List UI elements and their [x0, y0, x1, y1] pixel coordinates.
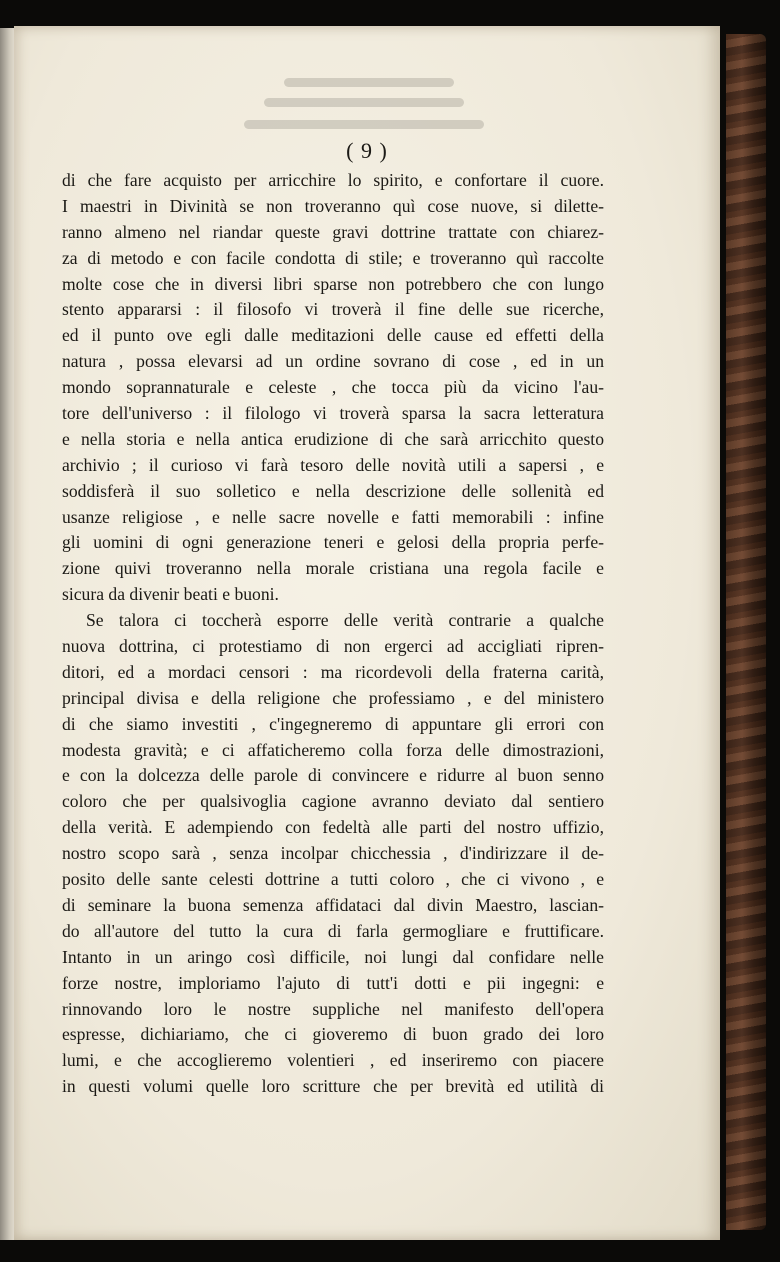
text-line: di seminare la buona semenza affidataci dal divin Maestro, lascian- — [62, 894, 604, 915]
text-line: e nella storia e nella antica erudizione di che sarà arricchito questo — [62, 428, 604, 449]
text-line: rinnovando loro le nostre suppliche nel manifesto dell'opera — [62, 998, 604, 1019]
text-line: natura , possa elevarsi ad un ordine sovrano di cose , ed in un — [62, 351, 604, 372]
text-line: molte cose che in diversi libri sparse non potrebbero che con lungo — [62, 273, 604, 294]
page-number: ( 9 ) — [346, 138, 388, 163]
text-line: stento appararsi : il filosofo vi troverà il fine delle sue ricerche, — [62, 299, 604, 320]
text-line: ranno almeno nel riandar queste gravi dottrine trattate con chiarez- — [62, 221, 604, 242]
text-line: Intanto in un aringo così difficile, noi lungi dal confidare nelle — [62, 946, 604, 967]
text-line: nostro scopo sarà , senza incolpar chicchessia , d'indirizzare il de- — [62, 843, 604, 864]
text-line: espresse, dichiariamo, che ci gioveremo di buon grado dei loro — [62, 1024, 604, 1045]
text-line: zione quivi troveranno nella morale cristiana una regola facile e — [62, 558, 604, 579]
text-line: in questi volumi quelle loro scritture che per brevità ed utilità di — [62, 1076, 604, 1097]
text-line: Se talora ci toccherà esporre delle verità contrarie a qualche — [86, 610, 604, 631]
text-line: di che fare acquisto per arricchire lo spirito, e confortare il cuore. — [62, 170, 604, 190]
text-line: posito delle sante celesti dottrine a tutti coloro , che ci vivono , e — [62, 869, 604, 890]
text-line: nuova dottrina, ci protestiamo di non ergerci ad accigliati ripren- — [62, 636, 604, 657]
text-line: mondo soprannaturale e celeste , che tocca più da vicino l'au- — [62, 377, 604, 398]
text-line: e con la dolcezza delle parole di convincere e ridurre al buon senno — [62, 765, 604, 786]
paragraph — [62, 168, 604, 608]
text-line: lumi, e che accoglieremo volentieri , ed inseriremo con piacere — [62, 1050, 604, 1071]
text-line: principal divisa e della religione che professiamo , e del ministero — [62, 687, 604, 708]
text-line: tore dell'universo : il filologo vi troverà sparsa la sacra letteratura — [62, 403, 604, 424]
text-line: ditori, ed a mordaci censori : ma ricordevoli della fraterna carità, — [62, 661, 604, 682]
text-line: soddisferà il suo solletico e nella descrizione delle sollenità ed — [62, 480, 604, 501]
book-page — [14, 26, 720, 1240]
text-line: usanze religiose , e nelle sacre novelle e fatti memorabili : infine — [62, 506, 604, 527]
text-line: ed il punto ove egli dalle meditazioni delle cause ed effetti della — [62, 325, 604, 346]
text-line: di che siamo investiti , c'ingegneremo di appuntare gli errori con — [62, 713, 604, 734]
text-line: della verità. E adempiendo con fedeltà alle parti del nostro uffizio, — [62, 817, 604, 838]
text-line: archivio ; il curioso vi farà tesoro delle novità utili a sapersi , e — [62, 454, 604, 475]
book-binding — [726, 34, 766, 1230]
text-line: modesta gravità; e ci affaticheremo colla forza delle dimostrazioni, — [62, 739, 604, 760]
text-line: forze nostre, imploriamo l'ajuto di tutt'i dotti e pii ingegni: e — [62, 972, 604, 993]
text-line: I maestri in Divinità se non troveranno quì cose nuove, si dilette- — [62, 195, 604, 216]
text-line: gli uomini di ogni generazione teneri e gelosi della propria perfe- — [62, 532, 604, 553]
text-line: za di metodo e con facile condotta di stile; e troveranno quì raccolte — [62, 247, 604, 268]
paragraph — [62, 608, 604, 1100]
text-line: sicura da divenir beati e buoni. — [62, 584, 279, 605]
body-text — [62, 168, 604, 1100]
text-line: do all'autore del tutto la cura di farla germogliare e fruttificare. — [62, 920, 604, 941]
text-line: coloro che per qualsivoglia cagione avranno deviato dal sentiero — [62, 791, 604, 812]
